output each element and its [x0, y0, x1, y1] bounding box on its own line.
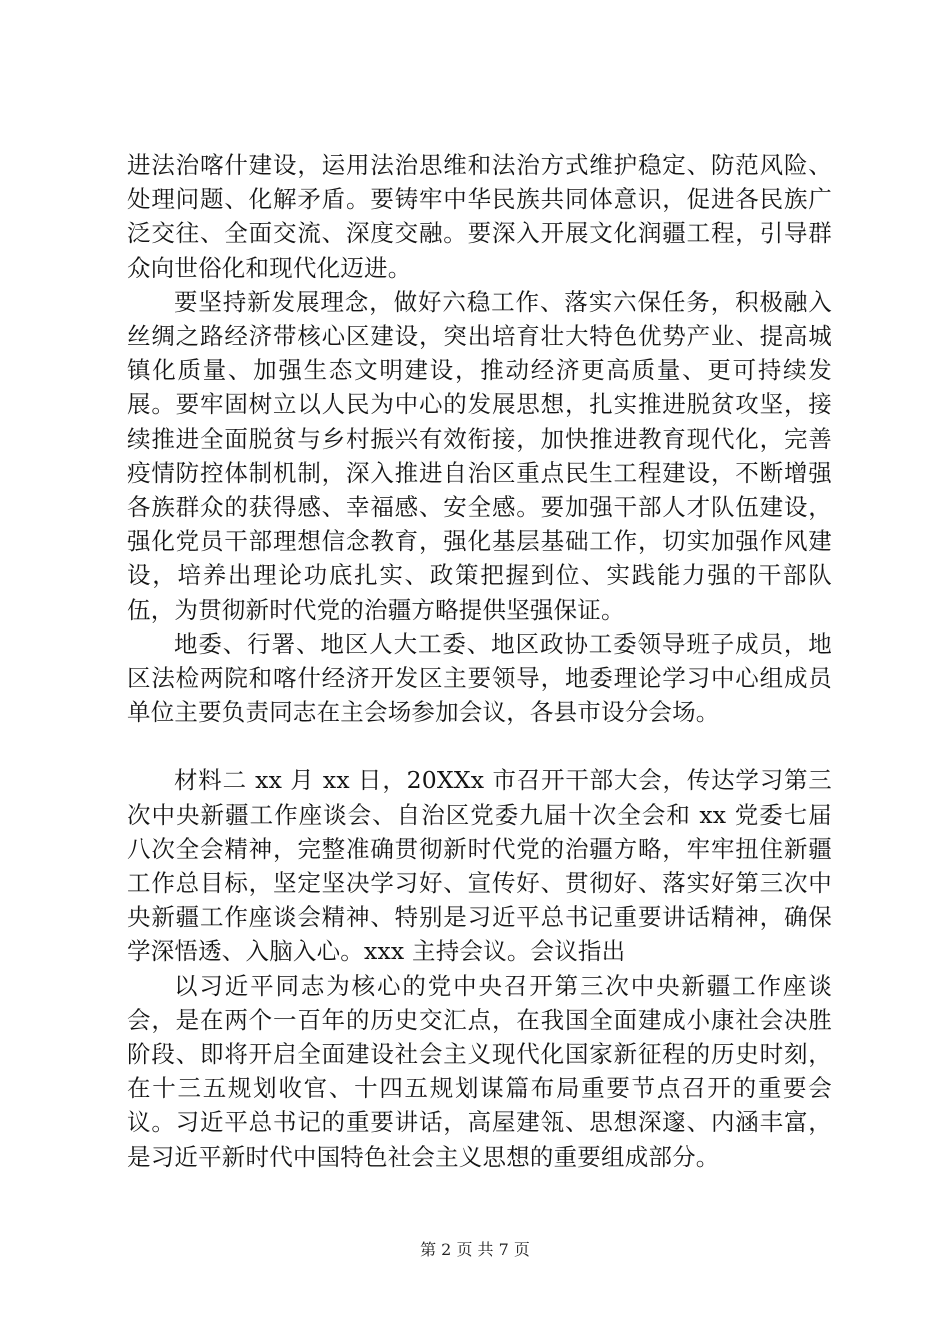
paragraph-attendees: 地委、行署、地区人大工委、地区政协工委领导班子成员，地区法检两院和喀什经济开发区主要领导，地委理论学习中心组成员单位主要负责同志在主会场参加会议，各县市设分会场。 — [127, 629, 832, 727]
paragraph-continued: 进法治喀什建设，运用法治思维和法治方式维护稳定、防范风险、处理问题、化解矛盾。要铸牢中华民族共同体意识，促进各民族广泛交往、全面交流、深度交融。要深入开展文化润疆工程，引导群众向世俗化和现代化迈进。 — [127, 151, 832, 282]
paragraph-material-two: 材料二 xx 月 xx 日，20XXx 市召开干部大会，传达学习第三次中央新疆工作座谈会、自治区党委九届十次全会和 xx 党委七届八次全会精神，完整准确贯彻新时代党的治疆方略，牢牢扭住新疆工作总目标，坚定坚决学习好、宣传好、贯彻好、落实好第三次中央新疆工作座谈会精神、特别是习近平总书记重要讲话精神，确保学深悟透、入脑入心。xxx 主持会议。会议指出 — [127, 766, 832, 966]
document-body — [127, 148, 832, 1174]
paragraph-meeting-significance: 以习近平同志为核心的党中央召开第三次中央新疆工作座谈会，是在两个一百年的历史交汇点，在我国全面建成小康社会决胜阶段、即将开启全面建设社会主义现代化国家新征程的历史时刻，在十三五规划收官、十四五规划谋篇布局重要节点召开的重要会议。习近平总书记的重要讲话，高屋建瓴、思想深邃、内涵丰富，是习近平新时代中国特色社会主义思想的重要组成部分。 — [127, 971, 832, 1171]
page-footer: 第 2 页 共 7 页 — [420, 1240, 530, 1259]
paragraph-development: 要坚持新发展理念，做好六稳工作、落实六保任务，积极融入丝绸之路经济带核心区建设，突出培育壮大特色优势产业、提高城镇化质量、加强生态文明建设，推动经济更高质量、更可持续发展。要牢固树立以人民为中心的发展思想，扎实推进脱贫攻坚，接续推进全面脱贫与乡村振兴有效衔接，加快推进教育现代化，完善疫情防控体制机制，深入推进自治区重点民生工程建设，不断增强各族群众的获得感、幸福感、安全感。要加强干部人才队伍建设，强化党员干部理想信念教育，强化基层基础工作，切实加强作风建设，培养出理论功底扎实、政策把握到位、实践能力强的干部队伍，为贯彻新时代党的治疆方略提供坚强保证。 — [127, 287, 832, 624]
